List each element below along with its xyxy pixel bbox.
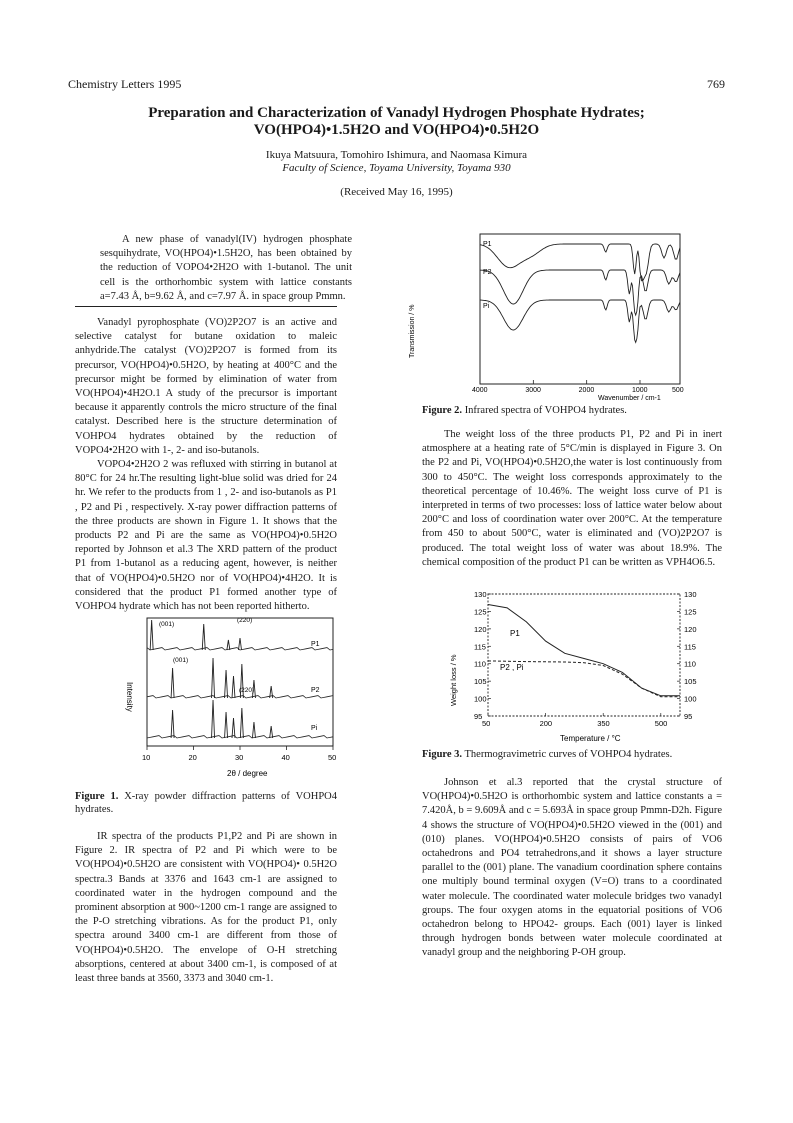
fig3-trace-label-p2pi: P2 , Pi (500, 663, 524, 672)
ir-trace-P1 (480, 244, 680, 281)
y-tick-label: 130 (474, 590, 487, 599)
figure-1-label: Figure 1. (75, 791, 119, 802)
y-tick-label: 130 (684, 590, 697, 599)
abstract-text: A new phase of vanadyl(IV) hydrogen phosphate sesquihydrate, VO(HPO4)•1.5H2O, has been obtained by the reduction of VOPO4•2H2O with 1-butanol. The unit cell is the orthorhombic system with lattice constants a=7.43 Å, b=9.62 Å, and c=7.97 Å. in space group Pmmn. (100, 234, 352, 302)
xrd-peak (150, 620, 153, 650)
x-tick-label: 10 (142, 753, 151, 762)
figure-1-chart (115, 610, 345, 780)
paragraph: Vanadyl pyrophosphate (VO)2P2O7 is an active and selective catalyst for butane oxidation to maleic anhydride.The catalyst (VO)2P2O7 is formed from its precursor, VO(HPO4)•0.5H2O, by heating at 400°C and the precursor might be formed by elimination of water from VO(HPO4)•4H2O.1 A study of the precursor is important because it apparently controls the micro structure of the final catalyst. Described here is the structure determination of VOHPO4 hydrates obtained by the reduction of VOPO4•2H2O with 1-, 2- and iso-butanols. (75, 317, 337, 456)
figure-1-frame (147, 618, 333, 746)
x-tick-label: 50 (328, 753, 337, 762)
xrd-peak (225, 712, 228, 738)
xrd-peak (225, 670, 228, 698)
xrd-peak (239, 638, 242, 650)
left-column-upper (75, 316, 337, 614)
fig1-peak-label: (220) (237, 617, 253, 624)
y-tick-label: 95 (684, 712, 693, 721)
figure-2-frame (480, 234, 680, 384)
y-tick-label: 105 (474, 677, 487, 687)
fig1-trace-label-p2: P2 (311, 687, 320, 694)
ir-trace-P2 (480, 270, 680, 315)
y-tick-label: 120 (684, 624, 697, 634)
tg-traces (488, 605, 680, 697)
x-tick-label: 200 (539, 719, 553, 728)
figure-3-caption-text: Thermogravimetric curves of VOHPO4 hydrates. (464, 749, 673, 760)
xrd-peak (202, 624, 205, 650)
right-column-upper (422, 428, 722, 570)
journal-name: Chemistry Letters 1995 (68, 77, 182, 91)
ir-trace-Pi (480, 300, 680, 342)
figure-3-label: Figure 3. (422, 749, 463, 760)
y-tick-label: 95 (474, 712, 483, 721)
title-line-2: VO(HPO4)•1.5H2O and VO(HPO4)•0.5H2O (253, 122, 540, 138)
xrd-peak (252, 722, 255, 738)
y-tick-label: 105 (684, 677, 697, 687)
xrd-peak (270, 726, 273, 738)
x-tick-label: 350 (597, 719, 610, 728)
abstract-divider (75, 306, 337, 307)
y-tick-label: 115 (474, 642, 486, 652)
figure-3-ylabel: Weight loss / % (449, 654, 458, 706)
x-tick-label: 500 (654, 719, 668, 728)
x-tick-label: 20 (188, 753, 197, 762)
y-tick-label: 115 (684, 642, 696, 652)
figure-3-xlabel: Temperature / °C (560, 734, 621, 743)
xrd-peak (171, 668, 174, 698)
xrd-x-ticks (142, 746, 336, 762)
y-tick-label: 120 (474, 624, 487, 634)
y-tick-label: 100 (474, 694, 487, 704)
tg-frame (488, 594, 680, 716)
y-tick-label: 125 (684, 607, 697, 617)
x-tick-label: 1000 (632, 387, 648, 394)
fig2-trace-label-pi: Pi (483, 303, 490, 310)
figure-3-caption (422, 748, 722, 761)
xrd-peak (171, 710, 174, 738)
x-tick-label: 4000 (472, 387, 488, 394)
paragraph: The weight loss of the three products P1, P2 and Pi in inert atmosphere at a heating rate of 5°C/min is displayed in Figure 3. On the P2 and Pi, VO(HPO4)•0.5H2O,the water is lost continuously from 300 to 450°C. The weight loss corresponds approximately to the theoretical percentage of 10.46%. The weight loss curve of P1 is interpreted in terms of two processes: loss of lattice water below about 200°C and loss of coordination water over 200°C. At the temperature from 450 to about 500°C, water is eliminated and (VO)2P2O7 is produced. The total weight loss of water was about 18.9%. The chemical composition of the product P1 can be written as VPH4O6.5. (422, 429, 722, 568)
y-tick-label: 125 (474, 607, 487, 617)
abstract (100, 233, 352, 304)
figure-1-caption (75, 790, 337, 816)
xrd-peak (212, 658, 215, 698)
authors: Ikuya Matsuura, Tomohiro Ishimura, and Naomasa Kimura (265, 149, 528, 161)
figure-1-caption-text: X-ray powder diffraction patterns of VOHPO4 hydrates. (75, 791, 337, 815)
title-line-1: Preparation and Characterization of Vanadyl Hydrogen Phosphate Hydrates; (148, 105, 645, 121)
ir-traces (480, 244, 680, 342)
tg-curve-0 (488, 605, 680, 696)
xrd-peak (232, 718, 235, 738)
figure-1-xlabel: 2θ / degree (227, 769, 268, 778)
fig1-trace-label-pi: Pi (311, 725, 318, 732)
paper-title (90, 105, 703, 139)
right-column-lower (422, 776, 722, 961)
y-tick-label: 100 (684, 694, 697, 704)
page-number: 769 (707, 77, 725, 91)
figure-1-ylabel: Intensity (125, 682, 134, 712)
y-tick-label: 110 (684, 659, 696, 669)
y-tick-label: 110 (474, 659, 486, 669)
x-tick-label: 2000 (578, 387, 595, 394)
figure-2-chart (409, 228, 690, 403)
fig1-peak-label: (001) (159, 621, 175, 628)
xrd-peak (240, 708, 243, 738)
ir-x-ticks (472, 380, 684, 394)
figure-2-caption-text: Infrared spectra of VOHPO4 hydrates. (464, 405, 627, 416)
x-tick-label: 50 (482, 719, 491, 728)
xrd-traces (147, 620, 333, 738)
xrd-peak (232, 676, 235, 698)
fig1-trace-label-p1: P1 (311, 641, 320, 648)
x-tick-label: 30 (235, 753, 244, 762)
fig3-trace-label-p1: P1 (510, 629, 520, 638)
fig1-peak-label: (001) (173, 657, 189, 664)
affiliation: Faculty of Science, Toyama University, Toyama 930 (282, 162, 511, 174)
paragraph: Johnson et al.3 reported that the crystal structure of VO(HPO4)•0.5H2O is orthorhombic system and lattice constants a = 7.420Å, b = 9.609Å and c = 5.693Å in space group Pmmn-D2h. Figure 4 shows the structure of VO(HPO4)•0.5H2O viewed in the (001) and (010) planes. VO(HPO4)•0.5H2O consists of pairs of VO6 octahedrons and PO4 tetrahedrons,and it shows a layer structure parallel to the (001) plane. The vanadium coordination sphere contains one multiply bound terminal oxygen (V=O) trans to a coordinated water molecule. The coordinated water molecule bridges two vanadyl groups. The four oxygen atoms in the equatorial positions of VO6 octahedron belong to HPO42- groups. Each (001) layer is linked through hydrogen bonds between water molecule coordinated at vanadyl group and the neighboring P-OH group. (422, 777, 722, 959)
xrd-peak (227, 640, 230, 650)
left-column-lower (75, 830, 337, 986)
x-tick-label: 3000 (525, 387, 541, 394)
figure-2-caption (422, 404, 722, 417)
xrd-peak (212, 700, 215, 738)
figure-2-label: Figure 2. (422, 405, 463, 416)
paragraph: VOPO4•2H2O 2 was refluxed with stirring in butanol at 80°C for 24 hr.The resulting light-blue solid was dried for 24 hr. We refer to the products from 1 , 2- and iso-butanols as P1 , P2 and Pi , respectively. X-ray power diffraction patterns of the three products are shown in Figure 1. It shows that the products P2 and Pi are the same as VO(HPO4)•0.5H2O reported by Johnson et al.3 The XRD pattern of the product P1 from 1-butanol as a reducing agent, however, is neither that of VO(HPO4)•0.5H2O nor of VO(HPO4)•4H2O. It is considered that the product P1 formed another type of VOHPO4 hydrate which has not been reported hitherto. (75, 459, 337, 613)
figure-2-xlabel: Wavenumber / cm-1 (598, 395, 661, 402)
fig1-peak-label: (220) (239, 687, 255, 694)
xrd-baseline-P1 (147, 648, 333, 650)
x-tick-label: 40 (281, 753, 290, 762)
figure-3-chart (448, 586, 708, 746)
paragraph: IR spectra of the products P1,P2 and Pi are shown in Figure 2. IR spectra of P2 and Pi which were to be VO(HPO4)•0.5H2O are consistent with VO(HPO4)• 0.5H2O spectra.3 Bands at 3376 and 1643 cm-1 are assigned to coordinated water in the hydrogen compound and the prominent absorption at 900~1200 cm-1 range are assigned to the P-O stretching vibrations. As for the product P1, only spectra around 3400 cm-1 are different from those of VO(HPO4)•0.5H2O. The envelope of O-H stretching absorptions, centered at about 3400 cm-1, is composed of at least three bands at 3560, 3373 and 3040 cm-1. (75, 831, 337, 985)
fig2-trace-label-p1: P1 (483, 241, 492, 248)
received-date: (Received May 16, 1995) (340, 186, 453, 198)
x-tick-label: 500 (672, 387, 684, 394)
fig2-trace-label-p2: P2 (483, 269, 492, 276)
figure-2-ylabel: Transmission / % (409, 304, 416, 358)
